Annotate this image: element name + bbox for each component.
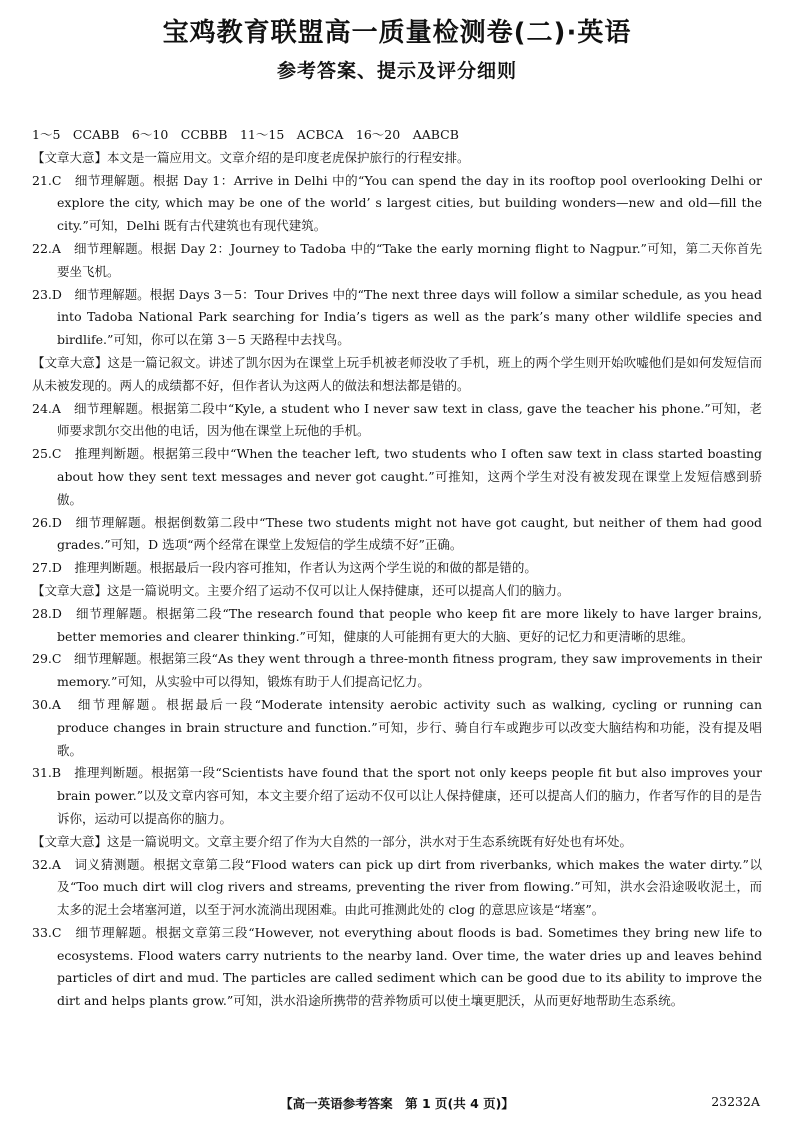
explanation-30: 30.A 细节理解题。根据最后一段“Moderate intensity aerobic activity such as walking, cycling or running can produce changes in brain structure and function.”可知，步行、骑自行车或跑步可以改变大脑结构和功能，没有提及唱歌。 xyxy=(32,696,762,758)
explanation-27: 27.D 推理判断题。根据最后一段内容可推知，作者认为这两个学生说的和做的都是错的。 xyxy=(32,560,537,576)
explanation-32: 32.A 词义猜测题。根据文章第二段“Flood waters can pick up dirt from riverbanks, which makes the water dirty.”以及“Too much dirt will clog rivers and streams, preventing the river from flowing.”可知，洪水会沿途吸收泥土，而太多的泥土会堵塞河道，以至于河水流淌出现困难。由此可推测此处的 clog 的意思应该是“堵塞”。 xyxy=(32,856,762,918)
footer-page-label: 【高一英语参考答案 第 1 页(共 4 页)】 xyxy=(280,1096,514,1111)
explanation-22: 22.A 细节理解题。根据 Day 2：Journey to Tadoba 中的“Take the early morning flight to Nagpur.”可知，第二天你首先要坐飞机。 xyxy=(32,240,762,279)
summary-4: 【文章大意】这是一篇说明文。文章主要介绍了作为大自然的一部分，洪水对于生态系统既有好处也有坏处。 xyxy=(32,833,633,849)
answer-key-line: 1～5 CCABB 6～10 CCBBB 11～15 ACBCA 16～20 AABCB xyxy=(32,127,459,142)
explanation-33: 33.C 细节理解题。根据文章第三段“However, not everything about floods is bad. Sometimes they bring new life to ecosystems. Flood waters carry nutrients to the nearby land. Over time, the water dries up and leaves behind particles of dirt and mud. The particles are called sediment which can be good due to its ability to improve the dirt and helps plants grow.”可知，洪水沿途所携带的营养物质可以使土壤更肥沃，从而更好地帮助生态系统。 xyxy=(32,924,762,1009)
footer-code: 23232A xyxy=(711,1094,760,1109)
explanation-21: 21.C 细节理解题。根据 Day 1：Arrive in Delhi 中的“You can spend the day in its rooftop pool overlooking Delhi or explore the city, which may be one of the world’ s largest cities, but building wonders—new and old—fill the city.”可知，Delhi 既有古代建筑也有现代建筑。 xyxy=(32,172,762,234)
explanation-29: 29.C 细节理解题。根据第三段“As they went through a three-month fitness program, they saw improvements in their memory.”可知，从实验中可以得知，锻炼有助于人们提高记忆力。 xyxy=(32,651,762,690)
summary-1: 【文章大意】本文是一篇应用文。文章介绍的是印度老虎保护旅行的行程安排。 xyxy=(32,149,470,165)
explanation-25: 25.C 推理判断题。根据第三段中“When the teacher left, two students who I often saw text in class started boasting about how they sent text messages and never got caught.”可推知，这两个学生对没有被发现在课堂上发短信感到骄傲。 xyxy=(32,446,762,507)
explanation-23: 23.D 细节理解题。根据 Days 3－5：Tour Drives 中的“The next three days will follow a similar schedule, as you head into Tadoba National Park searching for India’s tigers as well as the park’s many other wildlife species and birdlife.”可知，你可以在第 3－5 天路程中去找鸟。 xyxy=(32,286,762,348)
answer-content xyxy=(32,124,762,1013)
summary-3: 【文章大意】这是一篇说明文。主要介绍了运动不仅可以让人保持健康，还可以提高人们的脑力。 xyxy=(32,582,570,598)
summary-2: 【文章大意】这是一篇记叙文。讲述了凯尔因为在课堂上玩手机被老师没收了手机，班上的两个学生则开始吹嘘他们是如何发短信而从未被发现的。两人的成绩都不好，但作者认为这两人的做法和想法都是错的。 xyxy=(32,354,762,393)
explanation-31: 31.B 推理判断题。根据第一段“Scientists have found that the sport not only keeps people fit but also improves your brain power.”以及文章内容可知，本文主要介绍了运动不仅可以让人保持健康，还可以提高人们的脑力，作者写作的目的是告诉你，运动可以提高你的脑力。 xyxy=(32,765,762,826)
explanation-28: 28.D 细节理解题。根据第二段“The research found that people who keep fit are more likely to have larger brains, better memories and clearer thinking.”可知，健康的人可能拥有更大的大脑、更好的记忆力和更清晰的思维。 xyxy=(32,605,762,644)
explanation-26: 26.D 细节理解题。根据倒数第二段中“These two students might not have got caught, but neither of them had good grades.”可知，D 选项“两个经常在课堂上发短信的学生成绩不好”正确。 xyxy=(32,514,762,553)
page-subtitle: 参考答案、提示及评分细则 xyxy=(276,60,517,82)
page-title: 宝鸡教育联盟高一质量检测卷(二)·英语 xyxy=(162,18,632,48)
explanation-24: 24.A 细节理解题。根据第二段中“Kyle, a student who I never saw text in class, gave the teacher his phone.”可知，老师要求凯尔交出他的电话，因为他在课堂上玩他的手机。 xyxy=(32,400,762,439)
